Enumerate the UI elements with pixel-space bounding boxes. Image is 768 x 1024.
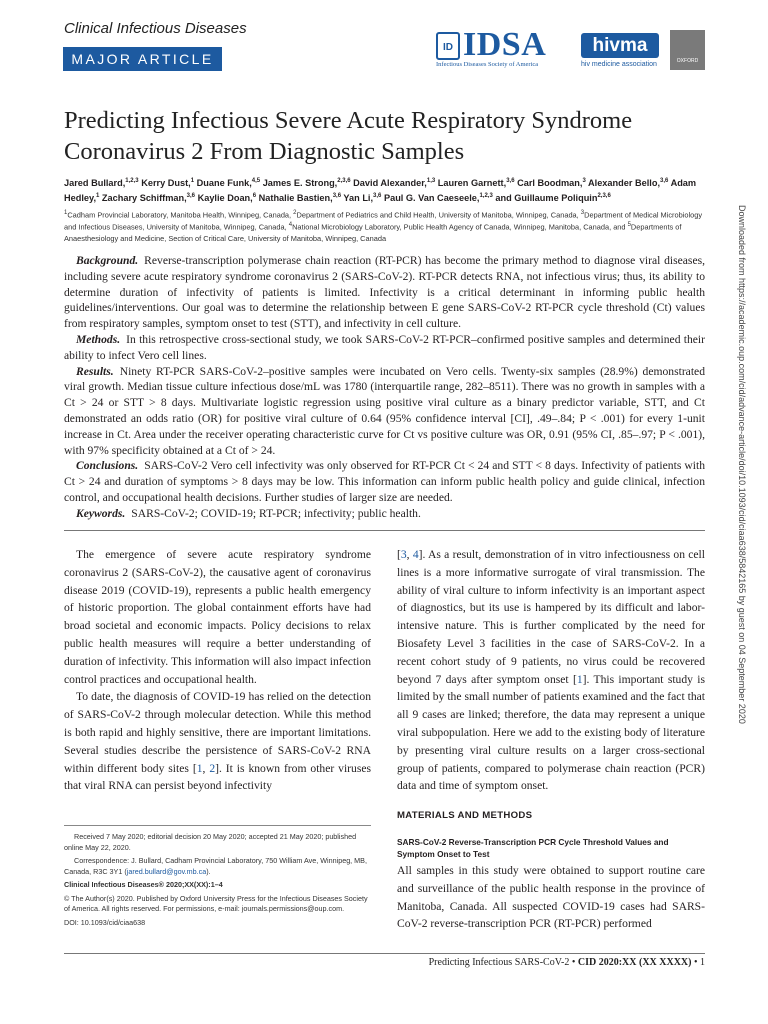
affiliation-number: 5 [627, 222, 631, 229]
affiliation-number: 1 [64, 210, 68, 216]
abstract-methods: In this retrospective cross-sectional study, we took SARS-CoV-2 RT-PCR–confirmed positive samples and determined their ability to infect Vero cell lines. [64, 332, 705, 362]
page-number: 1 [700, 957, 705, 968]
intro-paragraph-2 [64, 688, 371, 795]
correspondence-email-link[interactable]: jared.bullard@gov.mb.ca [126, 866, 207, 876]
oxford-logo: OXFORD [670, 30, 705, 70]
cid-citation: CID 2020:XX (XX XXXX) [577, 957, 692, 968]
author-name: Lauren Garnett, [437, 178, 507, 189]
abstract-divider [64, 530, 705, 531]
methods-paragraph-1: All samples in this study were obtained to support routine care and surveillance of the public health response in the province of Manitoba, Canada. All suspected COVID-19 cases had SARS-CoV-2 reverse-transcription PCR (RT-PCR) performed [397, 864, 705, 931]
correspondence-text: Correspondence: J. Bullard, Cadham Provincial Laboratory, 750 William Ave, Winnipeg, MB, Canada, R3C 3Y1 ( [64, 856, 367, 876]
author-name: Duane Funk, [196, 178, 252, 189]
footer-bullet: • [571, 957, 576, 968]
correspondence-end: ). [206, 866, 211, 876]
citation-link[interactable]: 2 [209, 761, 216, 775]
hivma-subtitle: hiv medicine association [581, 61, 657, 68]
author-name: Zachary Schiffman, [101, 193, 187, 204]
author-affiliation-number: 2,3,6 [337, 178, 351, 184]
author-name: David Alexander, [353, 178, 427, 189]
author-affiliation-number: 3,6 [506, 178, 515, 184]
author-name: Carl Boodman, [517, 178, 583, 189]
author-list [64, 175, 704, 205]
author-affiliation-number: 6 [252, 193, 257, 200]
citation-link[interactable]: 1 [196, 761, 203, 775]
intro-paragraph-3 [397, 546, 705, 795]
download-stamp [737, 205, 753, 805]
abstract-conclusions-label: Conclusions. [76, 459, 139, 473]
received-dates: Received 7 May 2020; editorial decision 20 May 2020; accepted 21 May 2020; published online May 22, 2020. [64, 832, 357, 852]
journal-name: Clinical Infectious Diseases [64, 20, 247, 37]
citation-separator: , [406, 548, 413, 561]
author-affiliation-number: 1,3 [426, 178, 436, 184]
footnotes [64, 832, 371, 931]
author-affiliation-number: 1,2,3 [479, 193, 493, 200]
keywords-label: Keywords. [76, 506, 126, 520]
idsa-logo [436, 26, 574, 70]
author-affiliation-number: 3 [582, 178, 586, 184]
author-name: Paul G. Van Caeseele, [383, 193, 480, 204]
citation-link[interactable]: 1 [576, 672, 583, 686]
journal-citation: Clinical Infectious Diseases® 2020;XX(XX):1–4 [64, 880, 223, 889]
copyright: © The Author(s) 2020. Published by Oxford University Press for the Infectious Diseases Society of America. All rights reserved. For permissions, e-mail: journals.permissions@oup.com. [64, 893, 368, 913]
citation-separator: , [202, 761, 210, 775]
author-name: Yan Li, [343, 193, 374, 204]
intro-p3-text-b: ]. As a result, demonstration of in vitro infectiousness on cell lines is a more informative surrogate of viral transmission. The ability of viral culture to inform infectivity is an important aspect of diagnostics, but its use is hampered by its difficult and labor-intensive nature. This is further complicated by the need for Biosafety Level 3 facilities in the case of SARS-CoV-2. In a recent cohort study of 9 patients, no virus could be recovered beyond 7 days after symptom onset [ [397, 548, 705, 686]
author-name: Adam Hedley, [64, 178, 697, 204]
download-stamp-text: Downloaded from https://academic.oup.com/cid/advance-article/doi/10.1093/cid/ciaa638/5842165 by guest on 04 September 2020 [737, 205, 747, 724]
abstract-methods-label: Methods. [76, 332, 121, 346]
author-name: Nathalie Bastien, [258, 193, 333, 204]
idsa-subtitle: Infectious Diseases Society of America [436, 61, 539, 68]
section-heading: MATERIALS AND METHODS [397, 810, 533, 821]
author-name: James E. Strong, [262, 178, 338, 189]
intro-p2-text-b: ]. It is known from other viruses that viral RNA can persist beyond infectivity [64, 761, 371, 793]
page-footer [300, 957, 705, 968]
correspondence [64, 856, 371, 877]
author-affiliation-number: 3,6 [373, 193, 382, 200]
intro-p2-text-a: To date, the diagnosis of COVID-19 has relied on the detection of SARS-CoV-2 through molecular detection. While this method is both rapid and highly sensitive, there are important limitations. Several studies describe the persistence of SARS-CoV-2 RNA within different body sites [ [64, 690, 371, 775]
author-affiliation-number: 3,6 [332, 193, 342, 200]
footer-divider [64, 953, 705, 954]
author-affiliation-number: 1,2,3 [125, 178, 139, 184]
abstract-background: Reverse-transcription polymerase chain reaction (RT-PCR) has become the primary method to diagnose viral diseases, including severe acute respiratory syndrome coronavirus 2 (SARS-CoV-2). RT-PCR detects RNA, not infectious virus; thus, its ability to determine duration of infectivity of patients is limited. Infectivity is a critical determinant in informing public health guidelines/interventions. Our goal was to determine the relationship between E gene SARS-CoV-2 RT-PCR cycle threshold (Ct) values from respiratory samples, symptom onset to test (STT), and infectivity in cell culture. [64, 254, 705, 331]
keywords: SARS-CoV-2; COVID-19; RT-PCR; infectivity; public health. [131, 506, 421, 520]
hivma-logo [581, 33, 659, 73]
abstract [64, 253, 705, 522]
author-affiliation-number: 4,5 [251, 178, 261, 184]
author-affiliation-number: 1 [96, 193, 100, 200]
footer-bullet: • [693, 957, 698, 968]
hivma-wordmark: hivma [581, 33, 659, 58]
affiliation-number: 2 [293, 210, 297, 216]
intro-p3-text-c: ]. This important study is limited by the small number of patients examined and the fact that all 9 cases are linked; therefore, the data may represent a unique viral subpopulation. Here we add to the existing body of literature by presenting viral culture results on a larger cross-sectional group of patients, compared to polymerase chain reaction (PCR) data and time of symptom onset. [397, 672, 705, 793]
idsa-wordmark: IDSA [463, 26, 547, 63]
affiliation-text: Department of Medical Microbiology and Infectious Diseases, University of Manitoba, Winnipeg, Canada, [64, 210, 703, 232]
body-right-column [397, 546, 705, 795]
abstract-conclusions: SARS-CoV-2 Vero cell infectivity was only observed for RT-PCR Ct < 24 and STT < 8 days. Infectivity of patients with Ct > 24 and duration of symptoms > 8 days may be low. This information can inform public health policy and guide clinical, infection control, and occupational health decisions. Further studies of larger size are needed. [64, 459, 705, 504]
affiliation-text: Departments of Anaesthesiology and Medicine, Section of Critical Care, University of Manitoba, Winnipeg, Canada [64, 222, 682, 243]
author-affiliation-number: 1 [190, 178, 195, 184]
article-type-badge: MAJOR ARTICLE [63, 47, 222, 71]
author-affiliation-number: 3,6 [186, 193, 196, 200]
affiliations [64, 208, 704, 244]
author-name: Alexander Bello, [588, 178, 660, 189]
abstract-results-label: Results. [76, 364, 114, 378]
footnote-divider [64, 825, 371, 826]
author-name: Kerry Dust, [141, 178, 191, 189]
intro-p3-open: [ [397, 548, 401, 561]
doi: DOI: 10.1093/cid/ciaa638 [64, 917, 146, 927]
author-name: and Guillaume Poliquin [495, 193, 598, 204]
affiliation-number: 3 [580, 210, 585, 216]
author-name: Kaylie Doan, [197, 193, 253, 204]
subsection-heading: SARS-CoV-2 Reverse-Transcription PCR Cycle Threshold Values and Symptom Onset to Test [397, 837, 669, 859]
affiliation-text: Department of Pediatrics and Child Health, University of Manitoba, Winnipeg, Canada, [296, 210, 581, 220]
abstract-results: Ninety RT-PCR SARS-CoV-2–positive samples were incubated on Vero cells. Twenty-six samples (28.9%) demonstrated viral growth. Median tissue culture infectious dose/mL was 1780 (interquartile range, 282–8511). There was no growth in samples with a Ct > 24 or STT > 8 days. Multivariate logistic regression using positive viral culture as a binary predictor variable, STT, and Ct demonstrated an odds ratio (OR) for positive viral culture of 0.64 (95% confidence interval [CI], .49–.84; P < .001) for every 1-unit increase in Ct. Area under the receiver operating characteristic curve for Ct vs positive culture was OR, 0.91 (95% CI, .85–.97; P < .001), with 97% specificity obtained at a Ct of > 24. [64, 364, 705, 457]
affiliation-text: National Microbiology Laboratory, Public Health Agency of Canada, Winnipeg, Manitoba, Canada, and [292, 222, 628, 232]
affiliation-text: Cadham Provincial Laboratory, Manitoba Health, Winnipeg, Canada, [67, 210, 294, 220]
running-title: Predicting Infectious SARS-CoV-2 [428, 957, 570, 968]
abstract-background-label: Background. [76, 254, 139, 267]
citation-link[interactable]: 3 [400, 548, 407, 561]
intro-paragraph-1: The emergence of severe acute respiratory syndrome coronavirus 2 (SARS-CoV-2), the causative agent of coronavirus disease 2019 (COVID-19), represents a public health emergency of historic proportion. The global containment efforts have had broad societal and economic impacts. Policy decisions to relax public health measures will require a better understanding of duration of infectivity. This information will also impact infection control practices and occupational health. [64, 548, 371, 686]
body-left-column [64, 546, 371, 795]
author-affiliation-number: 2,3,6 [597, 193, 611, 200]
affiliation-number: 4 [288, 222, 293, 229]
author-name: Jared Bullard, [64, 178, 126, 189]
author-affiliation-number: 3,6 [660, 178, 669, 184]
article-title: Predicting Infectious Severe Acute Respiratory Syndrome Coronavirus 2 From Diagnostic Samples [64, 107, 633, 165]
methods-paragraph [397, 862, 705, 933]
citation-link[interactable]: 4 [412, 548, 419, 561]
idsa-seal-icon: ID [436, 32, 460, 60]
